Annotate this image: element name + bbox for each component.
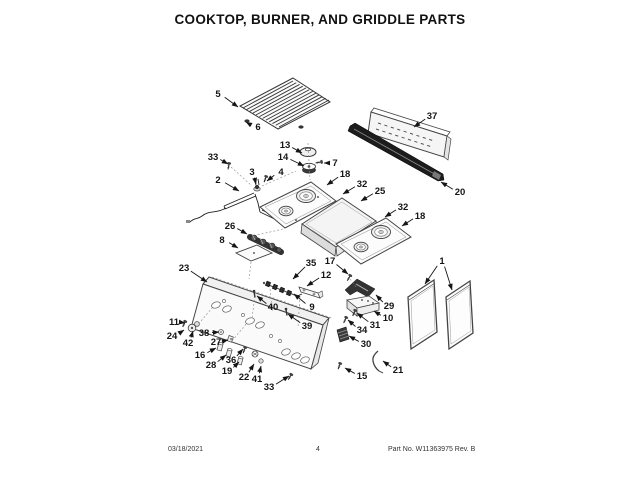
part-number-label: 20 (454, 187, 466, 199)
part-number-label: 32 (356, 179, 368, 191)
callout-arrow (212, 332, 219, 333)
part-number-label: 34 (356, 325, 368, 337)
spark-switch-harness (263, 281, 302, 296)
vent-panel (368, 108, 451, 160)
screw-icon (336, 362, 342, 370)
callout-arrow (259, 366, 261, 373)
dashed-guide (249, 262, 251, 279)
part-number-label: 41 (251, 374, 263, 386)
part-callout-14 (278, 152, 304, 166)
callout-arrow (225, 183, 239, 191)
callout-arrow (207, 348, 216, 353)
part-callout-2 (215, 175, 239, 191)
terminal-block (337, 327, 349, 342)
mount-bracket (299, 287, 323, 298)
callout-arrow (445, 267, 452, 290)
part-number-label: 39 (301, 321, 313, 333)
part-callout-5 (215, 89, 238, 107)
callout-arrow (441, 182, 453, 189)
callout-arrow (267, 175, 274, 181)
part-number-label: 37 (426, 111, 438, 123)
spark-igniter (254, 179, 260, 191)
part-callout-13 (280, 140, 302, 153)
part-callout-3 (249, 167, 256, 184)
spark-switch (279, 287, 284, 293)
grate-foot (298, 125, 303, 128)
part-number-label: 16 (194, 350, 206, 362)
part-number-label: 5 (215, 89, 221, 101)
callout-arrow (327, 177, 338, 185)
part-number-label: 8 (219, 235, 225, 247)
part-number-label: 21 (392, 365, 404, 377)
part-number-label: 15 (356, 371, 368, 383)
part-number-label: 6 (255, 122, 261, 134)
part-callout-15 (345, 368, 368, 382)
callout-arrow (225, 97, 238, 107)
part-callout-32 (343, 179, 367, 194)
part-callout-26 (225, 221, 247, 234)
screw-icon (315, 160, 323, 165)
side-panel-left (408, 280, 437, 349)
part-callout-18 (402, 211, 425, 226)
callout-arrow (293, 267, 305, 279)
wire-bracket (345, 279, 375, 297)
part-number-label: 33 (263, 382, 275, 394)
callout-arrow (343, 187, 355, 194)
part-number-label: 24 (166, 331, 178, 343)
callout-arrow (383, 361, 391, 367)
dashed-guide (257, 229, 283, 235)
callout-arrow (349, 336, 359, 341)
callout-arrow (249, 364, 254, 372)
part-number-label: 38 (198, 328, 210, 340)
callout-arrow (276, 376, 289, 384)
part-callout-35 (293, 258, 317, 279)
part-number-label: 33 (207, 152, 219, 164)
callout-arrow (237, 229, 247, 234)
part-number-label: 36 (225, 355, 237, 367)
part-number-label: 40 (267, 302, 279, 314)
screw-icon (346, 273, 353, 281)
part-callout-34 (348, 320, 368, 336)
part-number-label: 2 (215, 175, 221, 187)
part-number-label: 26 (224, 221, 236, 233)
part-number-label: 12 (320, 270, 332, 282)
callout-arrow (374, 311, 381, 315)
burner-grate (240, 78, 330, 129)
callout-arrow (348, 320, 355, 327)
part-callout-18 (327, 169, 350, 185)
callout-arrow (307, 278, 319, 286)
part-number-label: 18 (414, 211, 426, 223)
part-callout-33 (264, 376, 289, 393)
part-number-label: 31 (369, 320, 381, 332)
page-title: COOKTOP, BURNER, AND GRIDDLE PARTS (174, 12, 466, 27)
part-number-label: 27 (210, 337, 222, 349)
part-callout-41 (252, 366, 263, 385)
callout-arrow (290, 159, 304, 166)
part-callout-23 (179, 263, 207, 282)
part-number-label: 9 (309, 302, 315, 314)
part-callout-6 (246, 122, 261, 133)
callout-arrow (336, 265, 348, 274)
part-number-label: 3 (249, 167, 255, 179)
part-callout-32 (385, 202, 408, 217)
part-number-label: 4 (278, 167, 284, 179)
spark-switch (286, 290, 291, 296)
part-callout-12 (307, 270, 331, 286)
part-callout-21 (383, 361, 404, 376)
part-number-label: 35 (305, 258, 317, 270)
part-number-label: 7 (332, 158, 338, 170)
callout-arrow (294, 294, 306, 303)
callout-arrow (237, 349, 243, 356)
side-panel-right (446, 281, 473, 349)
callout-arrow (402, 219, 413, 226)
spark-switch (272, 284, 277, 290)
callout-arrow (345, 368, 355, 373)
part-callout-20 (441, 182, 465, 198)
spark-module (347, 296, 379, 316)
part-callout-30 (349, 336, 371, 350)
callout-arrow (191, 271, 207, 282)
part-number-label: 14 (277, 152, 289, 164)
ground-strap (373, 351, 383, 373)
screw-icon (262, 175, 268, 183)
part-number-label: 23 (178, 263, 190, 275)
part-number-label: 28 (205, 360, 217, 372)
callout-arrow (376, 295, 383, 302)
footer-part-number: Part No. W11363975 Rev. B (388, 446, 476, 453)
part-number-label: 19 (221, 366, 233, 378)
screw-icon (181, 319, 188, 327)
burner-cap (300, 148, 316, 157)
screw-icon (342, 315, 349, 323)
callout-arrow (246, 122, 251, 125)
callout-arrow (179, 330, 184, 333)
part-number-label: 1 (439, 256, 445, 268)
wire-connector (186, 220, 190, 223)
part-number-label: 17 (324, 256, 336, 268)
part-callout-8 (219, 235, 238, 248)
part-callout-7 (324, 158, 338, 169)
part-callout-33 (208, 152, 228, 164)
part-callout-24 (167, 330, 184, 342)
callout-arrow (229, 243, 238, 248)
part-callout-42 (183, 331, 194, 349)
part-callout-4 (267, 167, 284, 181)
part-number-label: 18 (339, 169, 351, 181)
part-number-label: 10 (382, 313, 394, 325)
part-number-label: 13 (279, 140, 291, 152)
part-number-label: 30 (360, 339, 372, 351)
part-number-label: 25 (374, 186, 386, 198)
callout-arrow (385, 210, 396, 217)
footer-page-number: 4 (316, 446, 320, 453)
callout-arrow (361, 194, 373, 201)
footer-date: 03/18/2021 (168, 446, 204, 453)
callout-arrow (220, 160, 228, 164)
part-number-label: 29 (383, 301, 395, 313)
part-number-label: 22 (238, 372, 250, 384)
part-number-label: 11 (168, 317, 180, 329)
part-number-label: 42 (182, 338, 194, 350)
part-number-label: 32 (397, 202, 409, 214)
